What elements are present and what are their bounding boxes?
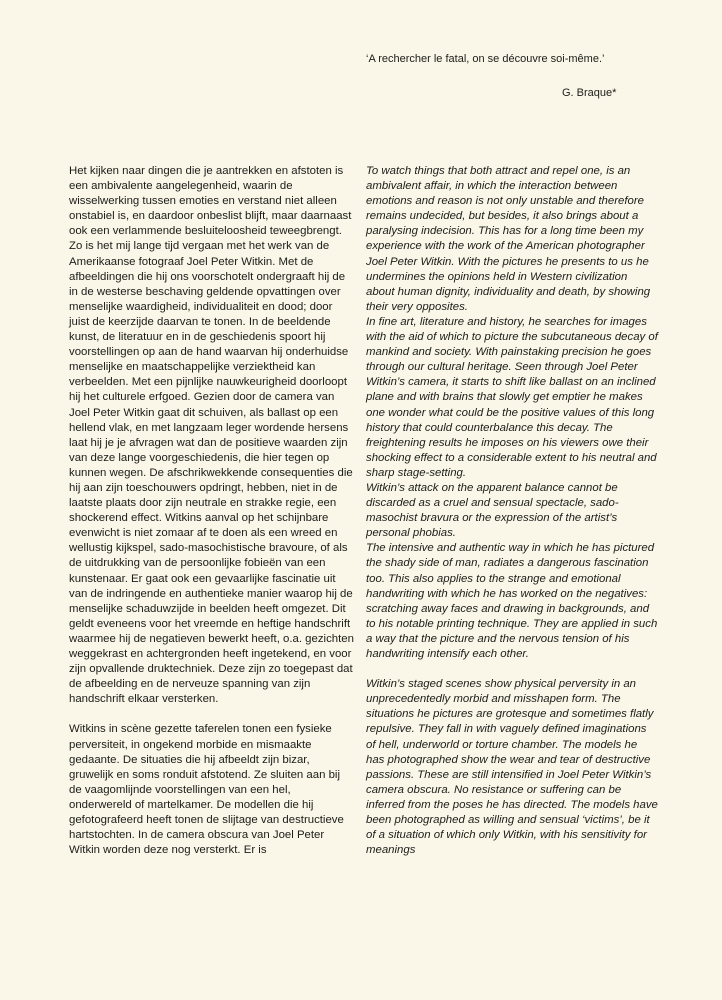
dutch-text-column bbox=[69, 164, 354, 858]
epigraph-author: G. Braque* bbox=[562, 87, 617, 99]
english-paragraph-1: To watch things that both attract and repel one, is an ambivalent affair, in which the interaction between emotions and reason is not only unstable and therefore remains undecided, but besides, it also brings about a paralysing indecision. This has for a long time been my experience with the work of the American photographer Joel Peter Witkin. With the pictures he presents to us he undermines the opinions held in Western civilization about human dignity, individuality and death, by showing their very opposites. bbox=[366, 165, 651, 313]
english-paragraph-4: The intensive and authentic way in which he has pictured the shady side of man, radiates a dangerous fascination too. This also applies to the strange and emotional handwriting with which he has worked on the negatives: scratching away faces and drawing in backgrounds, and to his notable printing technique. They are applied in such a way that the picture and the nervous tension of his handwriting intensify each other. bbox=[366, 542, 658, 660]
english-paragraph-2: In fine art, literature and history, he searches for images with the aid of which to picture the subcutaneous decay of mankind and society. With painstaking precision he goes through our cultural heritage. Seen through Joel Peter Witkin’s camera, it starts to shift like ballast on an inclined plane and with brains that slowly get emptier he makes one wonder what could be the positive values of this long history that could counterbalance this decay. The freightening results he imposes on his viewers owe their shocking effect to a considerable extent to his neutral and sharp stage-setting. bbox=[366, 315, 658, 479]
dutch-paragraph-1: Het kijken naar dingen die je aantrekken en afstoten is een ambivalente aangelegenheid, waarin de wisselwerking tussen emoties en verstand niet alleen onstabiel is, en daardoor onbeslist blijft, maar daarnaast ook een verlammende besluiteloosheid teweegbrengt. Zo is het mij lange tijd vergaan met het werk van de Amerikaanse fotograaf Joel Peter Witkin. Met de afbeeldingen die hij ons voorschotelt ondergraaft hij de in de westerse beschaving geldende opvattingen over menselijke waardigheid, individualiteit en dood; door juist de keerzijde daarvan te tonen. In de beeldende kunst, de literatuur en in de geschiedenis spoort hij voorstellingen op aan de hand waarvan hij onderhuidse menselijke en maatschappelijke verziektheid kan verbeelden. Met een pijnlijke nauwkeurigheid doorloopt hij het culturele erfgoed. Gezien door de camera van Joel Peter Witkin gaat dit schuiven, als ballast op een hellend vlak, en met langzaam leger wordende hersens laat hij je je afvragen wat dan de positieve waarden zijn van deze lange voorgeschiedenis, die hier tegen op kunnen wegen. De afschrikwekkende consequenties die hij aan zijn toeschouwers opdringt, hebben, niet in de laatste plaats door zijn neutrale en strakke regie, een shockerend effect. Witkins aanval op het schijnbare evenwicht is niet zomaar af te doen als een wreed en wellustig kijkspel, sado-masochistische bravoure, of als de uitdrukking van de persoonlijke fobieën van een kunstenaar. Er gaat ook een gevaarlijke fascinatie uit van de indringende en authentieke manier waarop hij de menselijke schaduwzijde in beelden heeft omgezet. Dit geldt eveneens voor het vreemde en heftige handschrift waarmee hij de negatieven bewerkt heeft, o.a. gezichten weggekrast en achtergronden heeft ingetekend, en voor zijn opvallende druktechniek. Deze zijn zo toegepast dat de afbeelding en de nerveuze spanning van zijn handschrift elkaar versterken. bbox=[69, 165, 354, 706]
dutch-paragraph-2: Witkins in scène gezette taferelen tonen een fysieke perversiteit, in ongekend morbide en mismaakte gedaante. De situaties die hij afbeeldt zijn bizar, gruwelijk en soms ronduit afstotend. Ze sluiten aan bij de vaagomlijnde voorstellingen van een hel, onderwereld of martelkamer. De modellen die hij gefotografeerd heeft tonen de slijtage van destructieve hartstochten. In de camera obscura van Joel Peter Witkin worden deze nog versterkt. Er is bbox=[69, 723, 344, 857]
epigraph-quote: ‘A rechercher le fatal, on se découvre soi-même.’ bbox=[366, 53, 605, 65]
epigraph bbox=[366, 52, 666, 99]
english-text-column bbox=[366, 164, 658, 858]
english-paragraph-5: Witkin’s staged scenes show physical perversity in an unprecedentedly morbid and misshapen form. The situations he pictures are grotesque and sometimes flatly repulsive. They fall in with vaguely defined imaginations of hell, underworld or torture chamber. The models he has photographed show the wear and tear of destructive passions. These are still intensified in Joel Peter Witkin’s camera obscura. No resistance or suffering can be inferred from the poses he has directed. The models have been photographed as willing and sensual ‘victims’, be it of a situation of which only Witkin, with his sensitivity for meanings bbox=[366, 678, 658, 857]
english-paragraph-3: Witkin’s attack on the apparent balance cannot be discarded as a cruel and sensual spectacle, sado-masochist bravura or the expression of the artist’s personal phobias. bbox=[366, 481, 619, 540]
